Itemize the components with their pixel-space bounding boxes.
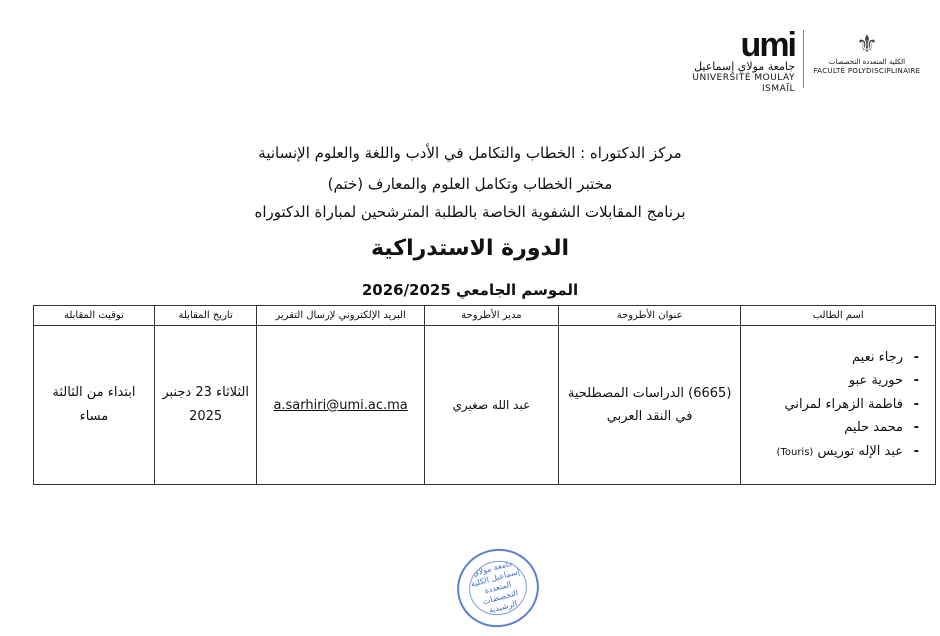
email-link[interactable]: a.sarhiri@umi.ac.ma (273, 397, 408, 413)
list-item: -محمد حليم (844, 420, 919, 436)
email-cell (257, 326, 424, 485)
doctoral-center-title: مركز الدكتوراه : الخطاب والتكامل في الأدب واللغة والعلوم الإنسانية (258, 144, 682, 162)
official-stamp (448, 540, 547, 636)
logos-header (670, 24, 920, 94)
program-title: برنامج المقابلات الشفوية الخاصة بالطلبة المترشحين لمباراة الدكتوراه (254, 203, 686, 221)
list-item: -فاطمة الزهراء لمراني (784, 396, 919, 412)
table-header-row (34, 306, 936, 326)
list-item: -حورية عبو (848, 373, 919, 389)
session-title: الدورة الاستدراكية (370, 236, 570, 261)
academic-season: الموسم الجامعي 2026/2025 (361, 281, 579, 299)
list-item: -عبد الإله توريس (Touris) (776, 443, 919, 459)
header-email: البريد الإلكتروني لإرسال التقرير (257, 306, 424, 326)
thesis-title-cell: (6665) الدراسات المصطلحية في النقد العربي (558, 326, 740, 485)
student-name-latin-note: (Touris) (776, 446, 814, 458)
stamp-text: جامعة مولاي إسماعيل الكلية المتعددة التخصصات الرشيدية (469, 558, 521, 615)
interview-date-cell: الثلاثاء 23 دجنبر 2025 (154, 326, 257, 485)
faculty-name-french: FACULTÉ POLYDISCIPLINAIRE (813, 67, 921, 75)
university-name-arabic: جامعة مولاي إسماعيل (694, 60, 795, 73)
header-interview-time: توقيت المقابلة (34, 306, 155, 326)
list-item: -رجاء نعيم (852, 349, 919, 365)
students-cell (741, 326, 936, 485)
faculty-name-arabic: الكلية المتعددة التخصصات (828, 58, 906, 66)
faculty-emblem-icon: ⚜ (856, 30, 878, 58)
header-student-name: اسم الطالب (741, 306, 936, 326)
table-row (34, 326, 936, 485)
university-logo (670, 26, 795, 95)
logo-divider (803, 30, 804, 88)
interview-schedule-table (33, 305, 936, 485)
faculty-logo (812, 30, 922, 76)
header-thesis-title: عنوان الأطروحة (558, 306, 740, 326)
laboratory-title: مختبر الخطاب وتكامل العلوم والمعارف (ختم) (327, 175, 613, 193)
university-name-french: UNIVERSITÉ MOULAY ISMAÏL (692, 73, 795, 94)
student-list (747, 346, 929, 465)
interview-time-cell: ابتداء من الثالثة مساء (34, 326, 155, 485)
thesis-director-cell: عبد الله صغيري (424, 326, 558, 485)
university-logo-mark: umi (740, 26, 795, 64)
header-thesis-director: مدير الأطروحة (424, 306, 558, 326)
header-interview-date: تاريخ المقابلة (154, 306, 257, 326)
